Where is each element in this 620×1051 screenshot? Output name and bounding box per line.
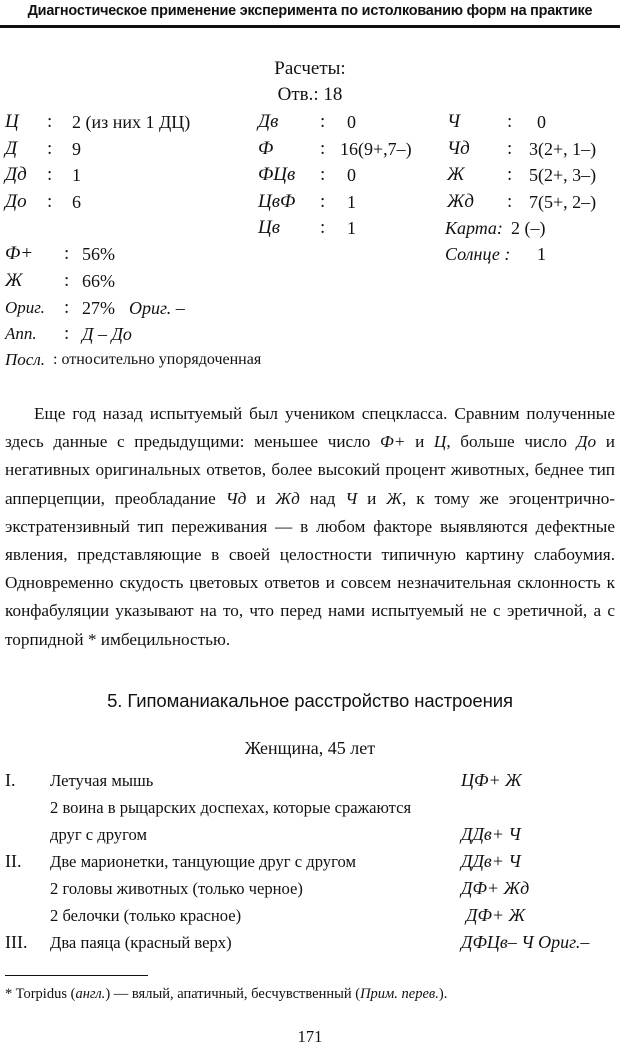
response-text: 2 воина в рыцарских доспехах, которые сражаются [50,798,412,817]
response-code: ДФ+ Жд [461,878,530,898]
calc-label: Жд [447,191,475,212]
calc-label: Ц [5,111,19,132]
text-run: , больше число [446,432,577,452]
subject-line: Женщина, 45 лет [244,738,376,758]
calc-sep: : [320,111,326,132]
calc-label: ЦвФ [258,191,296,212]
calc-sep: : [507,164,513,185]
calc-title: Расчеты: [274,58,346,79]
calc-value: 6 [72,192,81,212]
calc-value: 9 [72,139,81,159]
text-run: и [405,432,434,452]
calc-label: Ж [447,164,465,185]
stat-value: 27% [82,298,115,318]
response-text: 2 белочки (только красное) [50,906,242,925]
stat-sep: : [64,270,70,291]
response-code: ЦФ+ Ж [461,770,522,790]
response-code: ДФ+ Ж [466,905,526,925]
response-text: друг с другом [50,825,147,844]
text-run-italic: Жд [275,488,300,508]
solntse-label: Солнце : [445,244,511,264]
calc-sep: : [47,111,53,132]
calc-sep: : [47,138,53,159]
stat-label: Ориг. [5,298,45,317]
calc-value: 0 [537,112,546,132]
calc-label: Дв [258,111,279,132]
stat-sep: : [64,297,70,318]
page-number: 171 [297,1027,323,1046]
calc-value: 2 (из них 1 ДЦ) [72,112,191,132]
section-title: 5. Гипоманиакальное расстройство настроения [107,690,513,711]
calc-label: Ч [447,111,461,132]
calc-sep: : [320,138,326,159]
calc-value: 7(5+, 2–) [529,192,597,212]
calc-sep: : [47,191,53,212]
calc-sep: : [47,164,53,185]
stat-value: 66% [82,271,115,291]
response-number: II. [5,851,22,871]
running-header: Диагностическое применение эксперимента по истолкованию форм на практике [27,3,593,19]
response-text: 2 головы животных (только черное) [50,879,303,898]
response-number: I. [5,770,16,790]
calc-value: 0 [347,112,356,132]
response-text: Летучая мышь [50,771,154,790]
posl-value: : относительно упорядоченная [53,351,262,368]
stat-value: 56% [82,244,115,264]
footnote-note: Прим. перев. [360,986,439,1002]
calc-sep: : [507,138,513,159]
response-text: Два паяца (красный верх) [50,933,232,952]
text-run: и [246,488,276,508]
calc-label: Чд [447,138,470,159]
stat-label: Апп. [5,324,37,343]
calc-value: 3(2+, 1–) [529,139,597,159]
text-run: Еще год назад испытуемый был учеником спецкласса. Сравним полученные здесь данные с предыдущими: меньшее число [5,404,615,452]
response-code: ДДв+ Ч [461,824,521,844]
stat-value: Д – До [82,324,132,344]
calc-sep: : [507,111,513,132]
solntse-value: 1 [537,244,546,264]
stat-label: Ф+ [5,243,34,264]
text-run: и [357,488,387,508]
response-text: Две марионетки, танцующие друг с другом [50,852,356,871]
calc-value: 16(9+,7–) [340,139,412,159]
calc-value: 1 [347,218,356,238]
calc-label: Д [5,138,18,159]
karta-label: Карта: [445,218,503,238]
response-code: ДДв+ Ч [461,851,521,871]
stat-extra: Ориг. – [129,298,185,318]
text-run: над [299,488,346,508]
footnote-text: — вялый, апатичный, бесчувственный [110,986,356,1002]
calc-value: 1 [72,165,81,185]
calc-sep: : [507,191,513,212]
stat-label: Ж [5,270,23,291]
text-run: и негативных оригинальных ответов, более высокий процент животных, беднее тип апперцепции, преобладание [5,432,616,508]
footnote-mark: * [5,986,13,1002]
response-number: III. [5,932,28,952]
karta-value: 2 (–) [511,218,546,238]
calc-label: До [5,191,27,212]
calc-value: 0 [347,165,356,185]
calc-value: 5(2+, 3–) [529,165,597,185]
footnote: * Torpidus (англ.) — вялый, апатичный, бесчувственный (Прим. перев.). [5,986,448,1002]
text-run-italic: До [576,432,597,452]
text-run-italic: Ч [345,488,358,508]
calc-sep: : [320,191,326,212]
text-run: , к тому же эгоцентрично-экстратензивный тип переживания — в любом факторе выявляются дефектные явления, представляющие в своей целостности типичную картину слабоумия. Одновременно скудость цветовых ответов и совсем незначительная склонность к конфабуляции указывают на то, что перед нами испытуемый не с эретичной, а с торпидной * имбецильностью. [5,488,616,649]
calc-label: Ф [258,138,274,159]
text-run-italic: Ж [386,488,403,508]
calc-label: Дд [5,164,27,185]
calc-sep: : [320,217,326,238]
stat-sep: : [64,323,70,344]
response-code: ДФЦв– Ч Ориг.– [461,932,590,952]
footnote-rule [5,975,148,976]
text-run-italic: Ф+ [380,432,406,452]
calc-value: 1 [347,192,356,212]
text-run-italic: Ц [433,432,447,452]
header-rule [0,25,620,28]
text-run-italic: Чд [225,488,247,508]
footnote-lang: англ. [75,986,106,1002]
calc-label: Цв [258,217,280,238]
calc-answers: Отв.: 18 [277,84,343,105]
calc-sep: : [320,164,326,185]
calc-label: ФЦв [258,164,296,185]
stat-sep: : [64,243,70,264]
body-paragraph [5,400,615,654]
posl-label: Посл. [5,350,45,369]
footnote-term: Torpidus [15,986,67,1002]
